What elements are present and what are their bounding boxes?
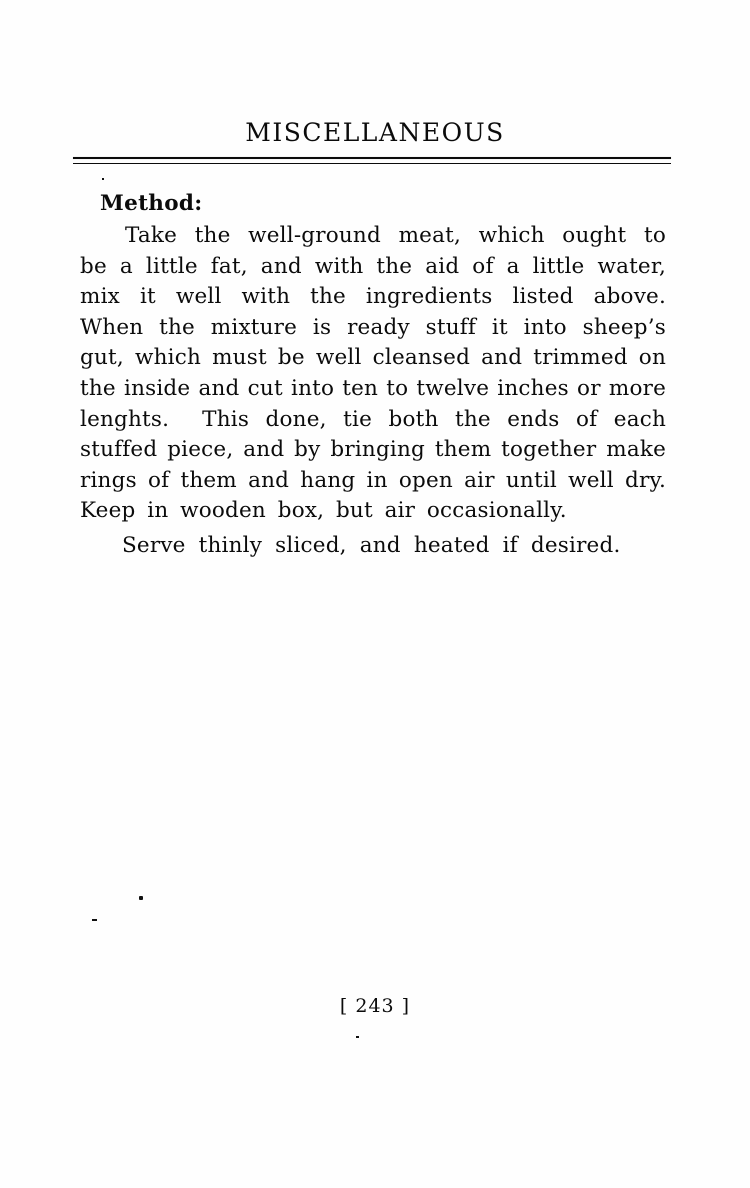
page-header-title: MISCELLANEOUS (245, 118, 505, 147)
text-line: the inside and cut into ten to twelve inches or more (80, 375, 666, 401)
rule-top-line (73, 157, 671, 159)
text-line: stuffed piece, and by bringing them together make (80, 437, 666, 463)
scan-speck (92, 919, 97, 921)
section-heading-method: Method: (100, 191, 203, 216)
rule-bottom-line (73, 163, 671, 164)
header-double-rule (73, 157, 671, 167)
text-line: When the mixture is ready stuff it into sheep’s (80, 314, 666, 340)
scan-speck (102, 178, 104, 180)
body-text-block (80, 221, 666, 562)
closing-sentence: Serve thinly sliced, and heated if desired. (122, 532, 621, 558)
text-line: lenghts. This done, tie both the ends of each (80, 406, 666, 432)
scan-speck (356, 1036, 359, 1038)
page-number: [ 243 ] (339, 995, 411, 1017)
scan-speck (139, 896, 143, 900)
text-line: gut, which must be well cleansed and trimmed on (80, 345, 666, 371)
text-line: be a little fat, and with the aid of a little water, (80, 253, 666, 279)
text-line: rings of them and hang in open air until well dry. (80, 467, 666, 493)
text-line: Take the well-ground meat, which ought to (125, 223, 666, 248)
text-line: Keep in wooden box, but air occasionally. (80, 498, 567, 524)
text-line: mix it well with the ingredients listed above. (80, 284, 666, 310)
